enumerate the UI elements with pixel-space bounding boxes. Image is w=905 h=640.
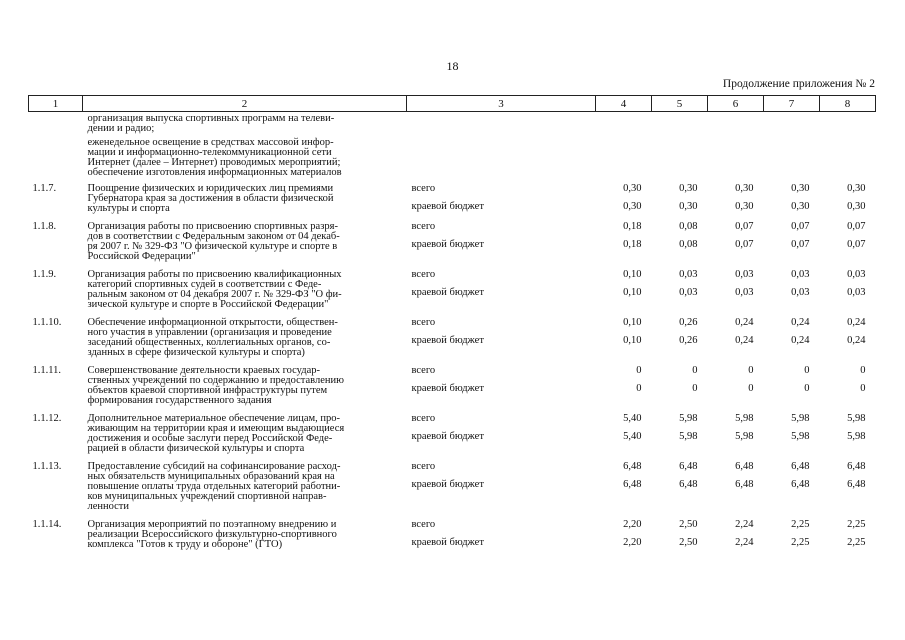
amount-value: 0,30 xyxy=(679,201,698,212)
continuation-label: Продолжение приложения № 2 xyxy=(722,78,875,90)
amount-cell xyxy=(820,181,876,219)
amount-value: 2,25 xyxy=(847,519,866,530)
amount-value: 0,26 xyxy=(679,335,698,346)
amount-cell xyxy=(764,267,820,315)
amount-cell xyxy=(652,181,708,219)
amount-value: 5,98 xyxy=(847,413,866,424)
amount-value: 0,03 xyxy=(735,287,754,298)
amount-value: 5,40 xyxy=(623,413,642,424)
amount-value: 2,24 xyxy=(735,537,754,548)
funding-source-cell xyxy=(407,517,596,555)
amount-cell xyxy=(820,459,876,517)
amount-value: 0,30 xyxy=(623,183,642,194)
amount-cell xyxy=(708,411,764,459)
amount-cell xyxy=(764,517,820,555)
amount-value: 0,08 xyxy=(679,239,698,250)
amount-value: 0,30 xyxy=(735,201,754,212)
amount-value: 6,48 xyxy=(791,461,810,472)
amount-cell xyxy=(764,363,820,411)
funding-source: краевой бюджет xyxy=(411,239,484,250)
amount-value: 0,30 xyxy=(735,183,754,194)
amount-cell xyxy=(596,219,652,267)
amount-value: 6,48 xyxy=(679,461,698,472)
amount-cell xyxy=(708,459,764,517)
amount-value: 0,30 xyxy=(679,183,698,194)
row-code: 1.1.8. xyxy=(32,221,57,232)
table-row xyxy=(29,459,876,517)
amount-value: 0,10 xyxy=(623,317,642,328)
amount-value: 6,48 xyxy=(847,479,866,490)
amount-value: 0,10 xyxy=(623,287,642,298)
amount-value: 0,07 xyxy=(735,239,754,250)
row-description: Организация работы по присвоению спортивных разря- дов в соответствии с Федеральным законом от 04 декаб- ря 2007 г. № 329-ФЗ "О физической культуре и спорте в Российской Федерации" xyxy=(87,221,340,262)
amount-value: 6,48 xyxy=(791,479,810,490)
row-description: Дополнительное материальное обеспечение лицам, про- живающим на территории края и имеющим выдающиеся достижения и особые заслуги перед Российской Феде- рацией в области физической культуры и спорта xyxy=(87,413,345,454)
amount-cell xyxy=(764,315,820,363)
amount-value: 0,30 xyxy=(847,201,866,212)
amount-cell xyxy=(764,219,820,267)
funding-source: краевой бюджет xyxy=(411,287,484,298)
amount-cell xyxy=(652,517,708,555)
header-cell: 5 xyxy=(652,96,708,112)
header-cell: 4 xyxy=(596,96,652,112)
funding-source-cell xyxy=(407,267,596,315)
amount-value: 0,18 xyxy=(623,239,642,250)
amount-value: 6,48 xyxy=(735,479,754,490)
amount-value: 0 xyxy=(636,365,642,376)
amount-value: 5,98 xyxy=(735,431,754,442)
funding-source: краевой бюджет xyxy=(411,431,484,442)
funding-source-cell xyxy=(407,315,596,363)
amount-value: 5,40 xyxy=(623,431,642,442)
amount-cell xyxy=(764,181,820,219)
row-code: 1.1.11. xyxy=(32,365,61,376)
amount-value: 0,08 xyxy=(679,221,698,232)
table-row xyxy=(29,219,876,267)
amount-cell xyxy=(820,219,876,267)
amount-value: 5,98 xyxy=(791,413,810,424)
table-row xyxy=(29,181,876,219)
row-code: 1.1.14. xyxy=(32,519,62,530)
table-row xyxy=(29,267,876,315)
amount-value: 0,03 xyxy=(679,269,698,280)
row-code: 1.1.10. xyxy=(32,317,62,328)
amount-value: 0 xyxy=(748,365,754,376)
header-cell: 3 xyxy=(407,96,596,112)
header-cell: 1 xyxy=(29,96,83,112)
amount-value: 0,24 xyxy=(847,317,866,328)
amount-cell xyxy=(820,267,876,315)
intro-row xyxy=(29,112,876,182)
amount-value: 0 xyxy=(860,365,866,376)
amount-value: 0,03 xyxy=(679,287,698,298)
amount-value: 2,25 xyxy=(791,519,810,530)
funding-source-cell xyxy=(407,411,596,459)
amount-cell xyxy=(764,459,820,517)
funding-source: всего xyxy=(411,519,436,530)
amount-value: 0,24 xyxy=(735,335,754,346)
amount-cell xyxy=(596,315,652,363)
amount-value: 0,10 xyxy=(623,335,642,346)
amount-value: 0 xyxy=(692,365,698,376)
row-code: 1.1.12. xyxy=(32,413,62,424)
amount-cell xyxy=(596,363,652,411)
amount-value: 0,24 xyxy=(791,335,810,346)
amount-cell xyxy=(596,267,652,315)
amount-value: 0,03 xyxy=(847,287,866,298)
amount-value: 6,48 xyxy=(735,461,754,472)
amount-value: 2,24 xyxy=(735,519,754,530)
header-cell: 7 xyxy=(764,96,820,112)
amount-cell xyxy=(652,411,708,459)
funding-source: всего xyxy=(411,461,436,472)
table-row xyxy=(29,363,876,411)
funding-source: краевой бюджет xyxy=(411,335,484,346)
amount-value: 0,30 xyxy=(623,201,642,212)
amount-value: 6,48 xyxy=(847,461,866,472)
amount-value: 0,30 xyxy=(847,183,866,194)
column-number-header xyxy=(29,96,876,112)
amount-value: 6,48 xyxy=(623,479,642,490)
amount-value: 0,07 xyxy=(791,221,810,232)
funding-source: всего xyxy=(411,317,436,328)
amount-cell xyxy=(652,363,708,411)
amount-cell xyxy=(820,363,876,411)
amount-value: 6,48 xyxy=(679,479,698,490)
intro-line: еженедельное освещение в средствах массовой инфор- мации и информационно-телекоммуникационной сети Интернет (далее – Интернет) проводимых мероприятий; обеспечение изготовления информационных материалов xyxy=(87,137,342,178)
amount-value: 0,03 xyxy=(791,269,810,280)
amount-cell xyxy=(708,181,764,219)
amount-cell xyxy=(820,517,876,555)
row-description: Совершенствование деятельности краевых государ- ственных учреждений по содержанию и предоставлению объектов краевой спортивной инфраструктуры путем формирования государственного задания xyxy=(87,365,344,406)
amount-value: 2,50 xyxy=(679,537,698,548)
funding-source-cell xyxy=(407,181,596,219)
amount-cell xyxy=(820,411,876,459)
row-description: Организация мероприятий по поэтапному внедрению и реализации Всероссийского физкультурно-спортивного комплекса "Готов к труду и обороне" (ГТО) xyxy=(87,519,337,550)
amount-value: 0,07 xyxy=(847,239,866,250)
amount-cell xyxy=(652,219,708,267)
funding-source-cell xyxy=(407,219,596,267)
funding-source: краевой бюджет xyxy=(411,537,484,548)
amount-value: 0 xyxy=(860,383,866,394)
amount-value: 0,03 xyxy=(791,287,810,298)
amount-value: 0,07 xyxy=(791,239,810,250)
amount-value: 0,26 xyxy=(679,317,698,328)
amount-value: 0,24 xyxy=(791,317,810,328)
header-cell: 8 xyxy=(820,96,876,112)
amount-cell xyxy=(708,315,764,363)
amount-value: 2,25 xyxy=(791,537,810,548)
amount-value: 0 xyxy=(748,383,754,394)
amount-value: 5,98 xyxy=(847,431,866,442)
header-cell: 2 xyxy=(83,96,407,112)
table-row xyxy=(29,411,876,459)
amount-value: 6,48 xyxy=(623,461,642,472)
funding-source-cell xyxy=(407,363,596,411)
amount-cell xyxy=(596,517,652,555)
header-cell: 6 xyxy=(708,96,764,112)
amount-cell xyxy=(708,219,764,267)
table-row xyxy=(29,315,876,363)
table-row xyxy=(29,517,876,555)
amount-value: 0,24 xyxy=(847,335,866,346)
amount-value: 0 xyxy=(804,365,810,376)
amount-value: 0,30 xyxy=(791,183,810,194)
amount-value: 2,20 xyxy=(623,537,642,548)
funding-source-cell xyxy=(407,459,596,517)
row-description: Организация работы по присвоению квалификационных категорий спортивных судей в соответствии с Феде- ральным законом от 04 декабря 2007 г. № 329-ФЗ "О фи- зической культуре и спорте в Российской Федерации" xyxy=(87,269,342,310)
amount-cell xyxy=(708,517,764,555)
funding-source: краевой бюджет xyxy=(411,479,484,490)
row-description: Поощрение физических и юридических лиц премиями Губернатора края за достижения в области физической культуры и спорта xyxy=(87,183,334,214)
row-code: 1.1.7. xyxy=(32,183,57,194)
amount-value: 0,30 xyxy=(791,201,810,212)
amount-cell xyxy=(652,459,708,517)
funding-source: всего xyxy=(411,221,436,232)
row-description: Обеспечение информационной открытости, обществен- ного участия в управлении (организация и проведение заседаний общественных, коллегиальных органов, со- зданных в сфере физической культуры и спорта) xyxy=(87,317,338,358)
amount-cell xyxy=(764,411,820,459)
amount-value: 0 xyxy=(692,383,698,394)
page-number: 18 xyxy=(446,59,459,73)
amount-cell xyxy=(820,315,876,363)
amount-value: 2,25 xyxy=(847,537,866,548)
amount-value: 2,50 xyxy=(679,519,698,530)
amount-value: 0,07 xyxy=(735,221,754,232)
amount-value: 0,18 xyxy=(623,221,642,232)
amount-value: 0,07 xyxy=(847,221,866,232)
intro-line: организация выпуска спортивных программ на телеви- дении и радио; xyxy=(87,113,335,134)
amount-cell xyxy=(708,267,764,315)
amount-value: 5,98 xyxy=(735,413,754,424)
amount-cell xyxy=(652,315,708,363)
amount-value: 5,98 xyxy=(679,431,698,442)
funding-source: всего xyxy=(411,413,436,424)
amount-value: 0,10 xyxy=(623,269,642,280)
funding-source: краевой бюджет xyxy=(411,383,484,394)
amount-value: 0,03 xyxy=(847,269,866,280)
row-code: 1.1.13. xyxy=(32,461,62,472)
funding-source: краевой бюджет xyxy=(411,201,484,212)
amount-cell xyxy=(708,363,764,411)
funding-source: всего xyxy=(411,269,436,280)
amount-value: 5,98 xyxy=(791,431,810,442)
amount-value: 0 xyxy=(636,383,642,394)
amount-value: 0,24 xyxy=(735,317,754,328)
funding-source: всего xyxy=(411,365,436,376)
amount-value: 2,20 xyxy=(623,519,642,530)
row-code: 1.1.9. xyxy=(32,269,57,280)
amount-cell xyxy=(652,267,708,315)
amount-cell xyxy=(596,181,652,219)
amount-value: 0,03 xyxy=(735,269,754,280)
amount-cell xyxy=(596,459,652,517)
appendix-table xyxy=(28,95,876,555)
amount-value: 0 xyxy=(804,383,810,394)
row-description: Предоставление субсидий на софинансирование расход- ных обязательств муниципальных образований края на повышение оплаты труда отдельных категорий работни- ков муниципальных учреждений спортивной направ- ленности xyxy=(87,461,341,512)
funding-source: всего xyxy=(411,183,436,194)
amount-value: 5,98 xyxy=(679,413,698,424)
amount-cell xyxy=(596,411,652,459)
table-body xyxy=(29,112,876,556)
